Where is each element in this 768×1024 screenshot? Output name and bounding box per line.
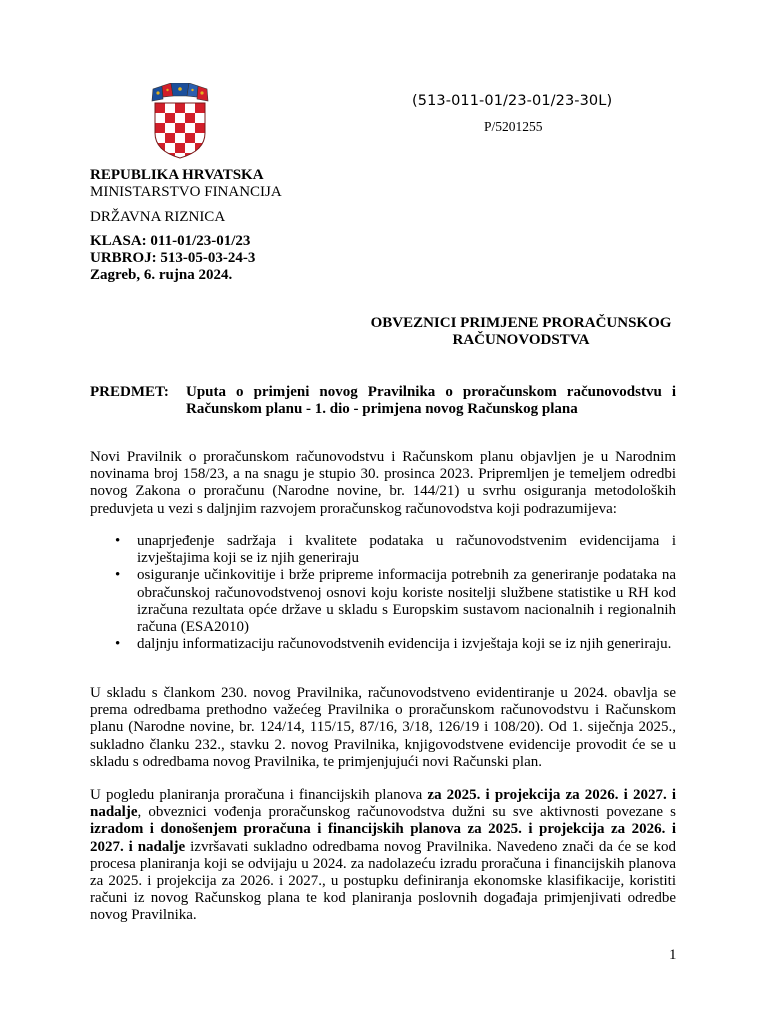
document-number: (513-011-01/23-01/23-30L) <box>412 93 613 109</box>
bullet-icon: • <box>115 636 121 653</box>
klasa-line: KLASA: 011-01/23-01/23 <box>90 233 251 249</box>
bullet-icon: • <box>115 533 121 549</box>
coat-of-arms-icon <box>150 83 210 159</box>
bold-text: za 2025. i projekcija za 2026. i 2027. i nadalje <box>90 787 676 821</box>
republic-name: REPUBLIKA HRVATSKA <box>90 167 264 183</box>
paragraph-planning: U pogledu planiranja proračuna i financijskih planova za 2025. i projekcija za 2026. i 2027. i nadalje, obveznici vođenja proračunskog računovodstva dužni su sve aktivnosti povezane s izradom i donošenjem proračuna i financijskih planova za 2025. i projekcija za 2026. i 2027. i nadalje izvršavati sukladno odredbama novog Pravilnika. Navedeno znači da će se kod procesa planiranja koji se odvijaju u 2024. za nadolazeću izradu proračuna i financijskih planova za 2025. i projekcija za 2026. i 2027., u postupku definiranja ekonomske klasifikacije, koristiti računi iz novog Računskog plana te kod planiranja poslovnih događaja primjenjivati odredbe novog Pravilnika. <box>90 787 676 924</box>
addressee-line-2: RAČUNOVODSTVA <box>452 332 590 348</box>
reference-number: P/5201255 <box>484 119 543 134</box>
bold-text: izradom i donošenjem proračuna i financijskih planova za 2025. i projekcija za 2026. i 2027. i nadalje <box>90 821 676 855</box>
place-date: Zagreb, 6. rujna 2024. <box>90 267 233 283</box>
ministry-name: MINISTARSTVO FINANCIJA <box>90 184 282 200</box>
bullet-list <box>113 533 676 653</box>
intro-paragraph: Novi Pravilnik o proračunskom računovodstvu i Računskom planu objavljen je u Narodnim novinama broj 158/23, a na snagu je stupio 30. prosinca 2023. Pripremljen je temeljem odredbi novog Zakona o proračunu (Narodne novine, br. 144/21) u svrhu osiguranja metodoloških preduvjeta u vezi s daljnjim razvojem proračunskog računovodstva koji podrazumijeva: <box>90 449 676 517</box>
treasury-name: DRŽAVNA RIZNICA <box>90 209 226 225</box>
addressee <box>360 315 682 349</box>
subject-label: PREDMET: <box>90 384 169 400</box>
list-item: • osiguranje učinkovitije i brže pripreme informacija potrebnih za generiranje podataka na obračunskoj računovodstvenoj osnovi koju koriste nositelji službene statistike u RH kod izračuna rezultata opće države u skladu s Europskim sustavom nacionalnih i regionalnih računa (ESA2010) <box>115 567 676 636</box>
addressee-line-1: OBVEZNICI PRIMJENE PRORAČUNSKOG <box>370 315 672 331</box>
paragraph-article-230: U skladu s člankom 230. novog Pravilnika, računovodstveno evidentiranje u 2024. obavlja se prema odredbama prethodno važećeg Pravilnika o proračunskom računovodstvu i Računskom planu (Narodne novine, br. 124/14, 115/15, 87/16, 3/18, 126/19 i 108/20). Od 1. siječnja 2025., sukladno članku 232., stavku 2. novog Pravilnika, knjigovodstvene evidencije provodit će se u skladu s odredbama novog Pravilnika, te primjenjujući novi Računski plan. <box>90 685 676 770</box>
list-item: • daljnju informatizaciju računovodstvenih evidencija i izvještaja koji se iz njih generiraju. <box>115 636 672 653</box>
page-number: 1 <box>669 947 677 963</box>
subject-text: Uputa o primjeni novog Pravilnika o proračunskom računovodstvu i Računskom planu - 1. dio - primjena novog Računskog plana <box>186 384 676 417</box>
list-item: • unaprjeđenje sadržaja i kvalitete podataka u računovodstvenim evidencijama i izvještajima koji se iz njih generiraju <box>115 533 676 567</box>
urbroj-line: URBROJ: 513-05-03-24-3 <box>90 250 256 266</box>
bullet-icon: • <box>115 567 121 584</box>
